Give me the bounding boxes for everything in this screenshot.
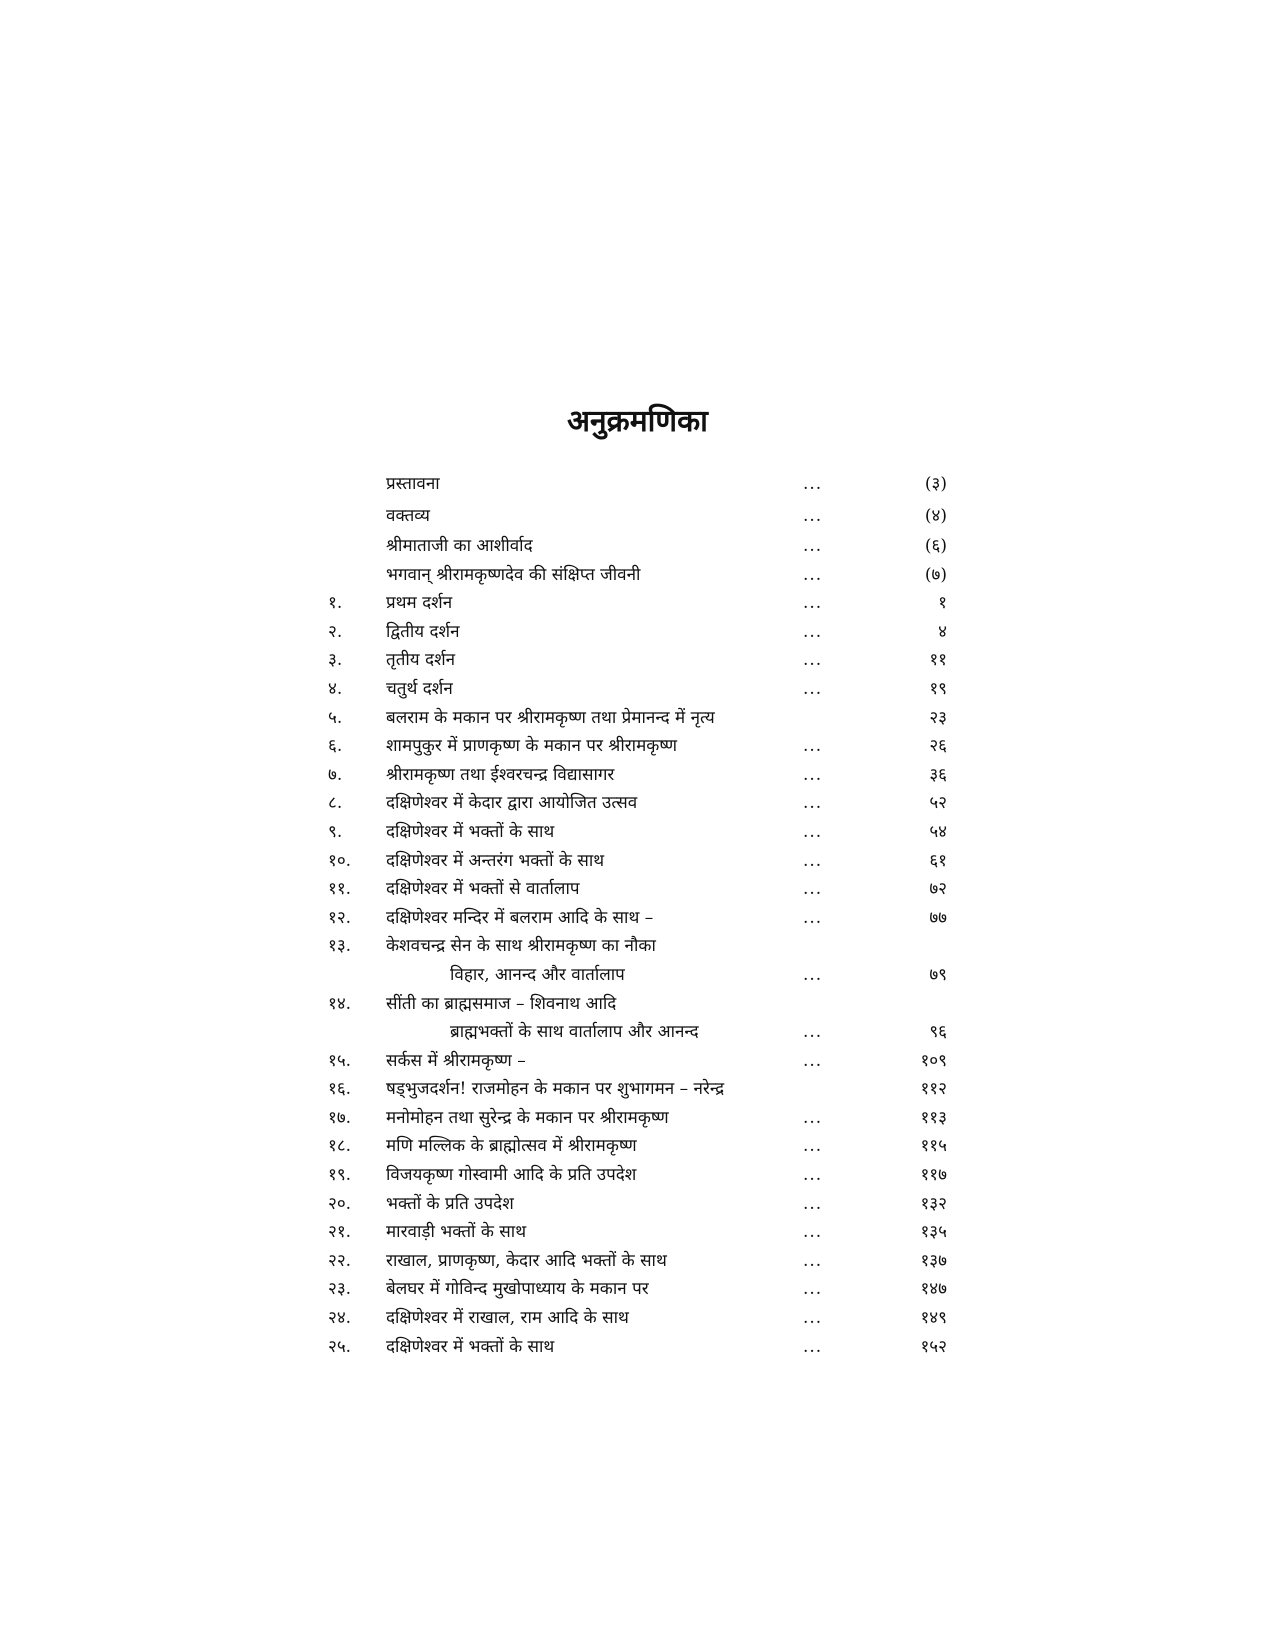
toc-entry <box>0 1104 1275 1133</box>
toc-entry-number: २५. <box>328 1336 352 1357</box>
toc-entry-leader: ... <box>803 964 823 985</box>
toc-entry-page: १३५ <box>920 1222 947 1243</box>
toc-entry-number: १. <box>328 593 343 614</box>
toc-entry-page: ४ <box>938 621 947 642</box>
toc-entry-number: २०. <box>328 1193 352 1214</box>
toc-entry-page: १४७ <box>920 1279 947 1300</box>
toc-entry-title: षड्भुजदर्शन! राजमोहन के मकान पर शुभागमन – नरेन्द्र <box>386 1079 725 1100</box>
toc-entry-leader: ... <box>803 821 823 842</box>
toc-entry-page: ६१ <box>929 850 947 871</box>
toc-entry-page: ५२ <box>929 793 947 814</box>
toc-entry-title: मारवाड़ी भक्तों के साथ <box>386 1222 527 1243</box>
toc-entry-title: शामपुकुर में प्राणकृष्ण के मकान पर श्रीरामकृष्ण <box>386 736 678 757</box>
toc-entry-number: १२. <box>328 907 352 928</box>
toc-entry-page: १३२ <box>920 1193 947 1214</box>
toc-entry-title: दक्षिणेश्वर में केदार द्वारा आयोजित उत्सव <box>386 793 638 814</box>
toc-entry-leader: ... <box>803 1308 823 1329</box>
toc-entry <box>0 589 1275 618</box>
toc-entry <box>0 847 1275 876</box>
toc-entry <box>0 532 1275 561</box>
toc-entry <box>0 1275 1275 1304</box>
toc-entry <box>0 990 1275 1019</box>
toc-entry-title: दक्षिणेश्वर में अन्तरंग भक्तों के साथ <box>386 850 605 871</box>
toc-entry-leader: ... <box>803 907 823 928</box>
toc-entry-leader: ... <box>803 474 823 494</box>
toc-entry-leader: ... <box>803 850 823 871</box>
toc-entry <box>0 468 1275 500</box>
toc-entry <box>0 761 1275 790</box>
toc-entry-number: ९. <box>328 821 343 842</box>
toc-entry-page: (६) <box>924 536 947 556</box>
toc-entry <box>0 561 1275 590</box>
toc-entry-page: ७९ <box>929 964 947 985</box>
toc-entry <box>0 618 1275 647</box>
page-title: अनुक्रमणिका <box>567 404 708 439</box>
toc-entry-leader: ... <box>803 593 823 614</box>
toc-entry-leader: ... <box>803 536 823 556</box>
table-of-contents <box>0 468 1275 1361</box>
toc-entry-leader: ... <box>803 564 823 585</box>
toc-entry-number: १४. <box>328 993 352 1014</box>
toc-entry-title: वक्तव्य <box>386 506 430 526</box>
toc-entry-title: भक्तों के प्रति उपदेश <box>386 1193 514 1214</box>
toc-entry-page: (७) <box>924 564 947 585</box>
toc-entry-number: ६. <box>328 736 343 757</box>
toc-entry-page: ९६ <box>929 1022 947 1043</box>
toc-entry-leader: ... <box>803 1050 823 1071</box>
toc-entry-title: तृतीय दर्शन <box>386 650 456 671</box>
toc-entry <box>0 1333 1275 1362</box>
toc-entry-leader: ... <box>803 1022 823 1043</box>
toc-entry <box>0 1304 1275 1333</box>
toc-entry-title: द्वितीय दर्शन <box>386 621 460 642</box>
toc-entry-number: ५. <box>328 707 343 728</box>
toc-entry-title: मणि मल्लिक के ब्राह्मोत्सव में श्रीरामकृष्ण <box>386 1136 637 1157</box>
toc-entry-title: श्रीरामकृष्ण तथा ईश्वरचन्द्र विद्यासागर <box>386 764 615 785</box>
toc-entry-number: १३. <box>328 936 352 957</box>
toc-entry-title: दक्षिणेश्वर में भक्तों से वार्तालाप <box>386 879 580 900</box>
toc-entry <box>0 675 1275 704</box>
toc-entry-title: ब्राह्मभक्तों के साथ वार्तालाप और आनन्द <box>450 1022 699 1043</box>
toc-entry-leader: ... <box>803 506 823 526</box>
toc-entry-title: चतुर्थ दर्शन <box>386 678 453 699</box>
toc-entry-leader: ... <box>803 1279 823 1300</box>
toc-entry-leader: ... <box>803 1107 823 1128</box>
toc-entry-number: १५. <box>328 1050 352 1071</box>
toc-entry-number: २१. <box>328 1222 352 1243</box>
toc-entry-leader: ... <box>803 1165 823 1186</box>
toc-entry <box>0 789 1275 818</box>
toc-entry-leader: ... <box>803 736 823 757</box>
toc-entry <box>0 1218 1275 1247</box>
toc-entry-number: २. <box>328 621 343 642</box>
toc-entry-page: १४९ <box>920 1308 947 1329</box>
toc-entry-page: २६ <box>929 736 947 757</box>
toc-entry <box>0 1047 1275 1076</box>
toc-entry-number: ७. <box>328 764 343 785</box>
toc-entry <box>0 1247 1275 1276</box>
toc-entry <box>0 1161 1275 1190</box>
toc-entry-title: सींती का ब्राह्मसमाज – शिवनाथ आदि <box>386 993 617 1014</box>
toc-entry <box>0 818 1275 847</box>
toc-entry-number: १०. <box>328 850 352 871</box>
toc-entry-title: मनोमोहन तथा सुरेन्द्र के मकान पर श्रीरामकृष्ण <box>386 1107 669 1128</box>
toc-entry-leader: ... <box>803 1250 823 1271</box>
toc-entry-page: ७२ <box>929 879 947 900</box>
toc-entry-leader: ... <box>803 621 823 642</box>
toc-entry-number: २२. <box>328 1250 352 1271</box>
toc-entry-page: ७७ <box>929 907 947 928</box>
toc-entry-leader: ... <box>803 1336 823 1357</box>
toc-entry <box>0 875 1275 904</box>
toc-entry-title: दक्षिणेश्वर में भक्तों के साथ <box>386 821 555 842</box>
toc-entry-number: २४. <box>328 1308 352 1329</box>
toc-entry-number: ८. <box>328 793 343 814</box>
toc-entry-number: २३. <box>328 1279 352 1300</box>
toc-entry-page: ११५ <box>920 1136 947 1157</box>
toc-entry-page: १३७ <box>920 1250 947 1271</box>
toc-entry-page: १०९ <box>920 1050 947 1071</box>
toc-entry-title: प्रस्तावना <box>386 474 440 494</box>
toc-entry <box>0 932 1275 961</box>
toc-entry-title: विजयकृष्ण गोस्वामी आदि के प्रति उपदेश <box>386 1165 637 1186</box>
toc-entry-page: ३६ <box>929 764 947 785</box>
toc-entry-leader: ... <box>803 879 823 900</box>
toc-entry-number: १६. <box>328 1079 352 1100</box>
toc-entry-page: (४) <box>924 506 947 526</box>
toc-entry-title: दक्षिणेश्वर में भक्तों के साथ <box>386 1336 555 1357</box>
toc-entry-page: (३) <box>924 474 947 494</box>
toc-entry-title: श्रीमाताजी का आशीर्वाद <box>386 536 533 556</box>
toc-entry-number: १९. <box>328 1165 352 1186</box>
toc-entry <box>0 1018 1275 1047</box>
toc-entry-title: विहार, आनन्द और वार्तालाप <box>450 964 625 985</box>
toc-entry-leader: ... <box>803 1136 823 1157</box>
toc-entry-title: भगवान् श्रीरामकृष्णदेव की संक्षिप्त जीवनी <box>386 564 641 585</box>
toc-entry-leader: ... <box>803 1193 823 1214</box>
toc-entry-page: ५४ <box>929 821 947 842</box>
toc-entry-page: ११३ <box>920 1107 947 1128</box>
toc-entry <box>0 961 1275 990</box>
toc-entry-page: ११२ <box>920 1079 947 1100</box>
toc-entry-title: दक्षिणेश्वर में राखाल, राम आदि के साथ <box>386 1308 629 1329</box>
toc-entry-title: दक्षिणेश्वर मन्दिर में बलराम आदि के साथ – <box>386 907 654 928</box>
toc-entry-page: ११ <box>929 650 947 671</box>
toc-entry <box>0 732 1275 761</box>
toc-entry-page: १ <box>938 593 947 614</box>
toc-entry <box>0 704 1275 733</box>
toc-entry-title: बलराम के मकान पर श्रीरामकृष्ण तथा प्रेमानन्द में नृत्य <box>386 707 715 728</box>
toc-entry <box>0 500 1275 532</box>
toc-entry-leader: ... <box>803 678 823 699</box>
toc-entry-title: राखाल, प्राणकृष्ण, केदार आदि भक्तों के साथ <box>386 1250 667 1271</box>
toc-entry <box>0 1190 1275 1219</box>
toc-entry-page: ११७ <box>920 1165 947 1186</box>
toc-entry-page: १९ <box>929 678 947 699</box>
toc-entry-leader: ... <box>803 764 823 785</box>
toc-entry-title: प्रथम दर्शन <box>386 593 453 614</box>
toc-entry-leader: ... <box>803 650 823 671</box>
toc-entry <box>0 646 1275 675</box>
toc-entry-leader: ... <box>803 1222 823 1243</box>
toc-entry-number: ११. <box>328 879 352 900</box>
toc-entry-number: १८. <box>328 1136 352 1157</box>
toc-entry-number: ४. <box>328 678 343 699</box>
toc-entry-page: २३ <box>929 707 947 728</box>
toc-entry-number: ३. <box>328 650 343 671</box>
toc-entry <box>0 1075 1275 1104</box>
toc-entry <box>0 1132 1275 1161</box>
toc-entry <box>0 904 1275 933</box>
toc-entry-number: १७. <box>328 1107 352 1128</box>
toc-entry-page: १५२ <box>920 1336 947 1357</box>
toc-entry-title: बेलघर में गोविन्द मुखोपाध्याय के मकान पर <box>386 1279 649 1300</box>
toc-entry-leader: ... <box>803 793 823 814</box>
toc-entry-title: केशवचन्द्र सेन के साथ श्रीरामकृष्ण का नौका <box>386 936 656 957</box>
toc-entry-title: सर्कस में श्रीरामकृष्ण – <box>386 1050 526 1071</box>
